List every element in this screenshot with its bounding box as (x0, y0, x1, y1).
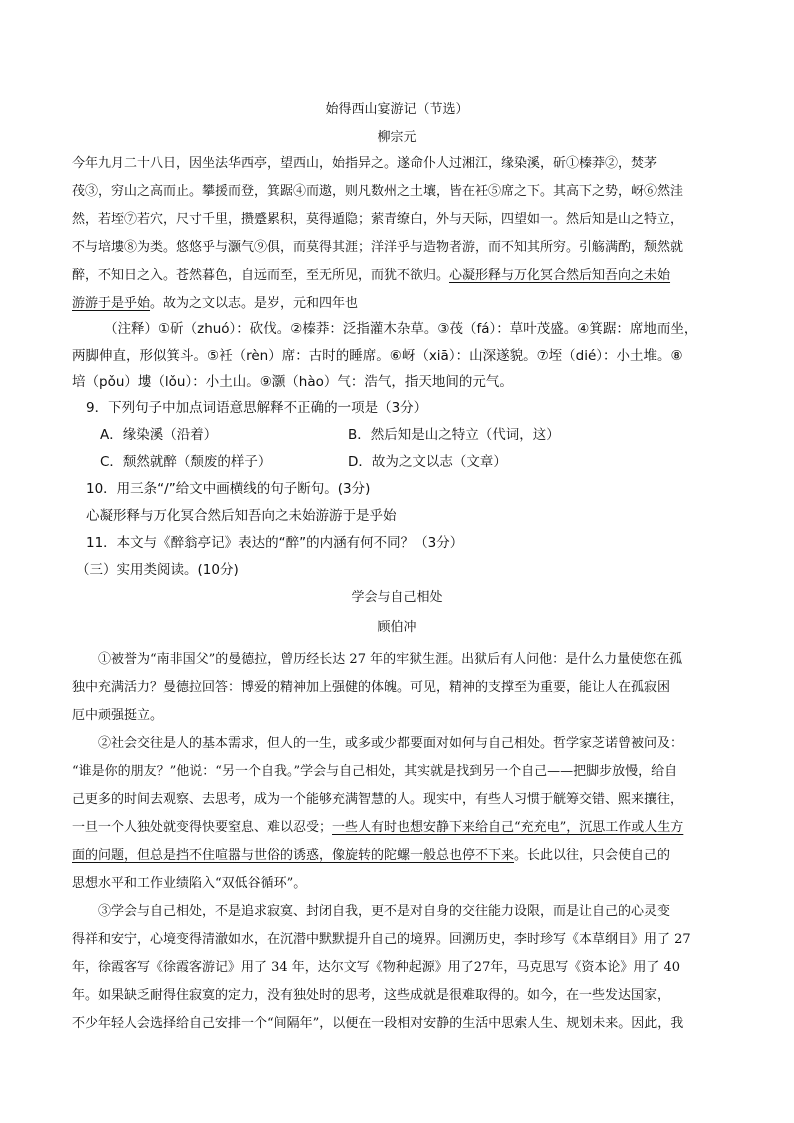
passage-line: 不与培塿⑧为类。悠悠乎与灏气⑨俱，而莫得其涯；洋洋乎与造物者游，而不知其所穷。引觞满酌，颓然就 (72, 240, 684, 255)
article-title: 学会与自己相处 (351, 590, 443, 605)
article-line: 己更多的时间去观察、去思考，成为一个能够充满智慧的人。现实中，有些人习惯于觥筹交错、熙来攘往， (72, 792, 684, 807)
passage-line-with-underline (72, 264, 670, 283)
article-line: ①被誉为“南非国父”的曼德拉，曾历经长达 27 年的牢狱生涯。出狱后有人问他：是什么力量使您在孤 (98, 652, 683, 667)
article-line: 得祥和安宁，心境变得清澈如水，在沉潜中默默提升自己的境界。回溯历史，李时珍写《本草纲目》用了 27 (72, 932, 691, 947)
passage-line: 然，若垤⑦若穴，尺寸千里，攒蹙累积，莫得遁隐；萦青缭白，外与天际，四望如一。然后知是山之特立， (72, 212, 684, 227)
underlined-sentence-end: 面的问题，但总是挡不住喧嚣与世俗的诱惑，像旋转的陀螺一般总也停不下来 (72, 848, 515, 863)
q9-option-c: C．颓然就醉（颓废的样子） (100, 454, 272, 470)
section-heading: （三）实用类阅读。(10分) (76, 562, 239, 578)
article-line: 不少年轻人会选择给自己安排一个“间隔年”，以便在一段相对安静的生活中思索人生、规划未来。因此，我 (72, 1016, 684, 1031)
passage-tail: 。故为之文以志。是岁，元和四年也 (150, 296, 359, 311)
notes-line: 两脚伸直，形似箕斗。⑤衽（rèn）席：古时的睡席。⑥岈（xiā）：山深遂貌。⑦垤（dié）：小土堆。⑧ (72, 348, 683, 364)
article-author: 顾伯冲 (377, 620, 417, 635)
article-text: 。长此以往，只会使自己的 (514, 848, 671, 863)
passage-title: 始得西山宴游记（节选） (325, 102, 469, 117)
passage-line: 茷③，穷山之高而止。攀援而登，箕踞④而遨，则凡数州之土壤，皆在衽⑤席之下。其高下之势，岈⑥然洼 (72, 184, 684, 199)
passage-line-with-underline (72, 292, 358, 311)
passage-line-text: 醉，不知日之入。苍然暮色，自远而至，至无所见，而犹不欲归。 (72, 268, 450, 283)
passage-line: 今年九月二十八日，因坐法华西亭，望西山，始指异之。遂命仆人过湘江，缘染溪，斫①榛莽②，焚茅 (72, 156, 658, 171)
underlined-sentence: 一些人有时也想安静下来给自己“充充电”，沉思工作或人生方 (332, 820, 684, 835)
article-line: “谁是你的朋友？”他说：“另一个自我。”学会与自己相处，其实就是找到另一个自己——把脚步放慢，给自 (72, 764, 678, 779)
passage-author: 柳宗元 (377, 130, 417, 145)
underlined-sentence: 心凝形释与万化冥合然后知吾向之未始 (449, 268, 671, 283)
q9-option-d: D．故为之文以志（文章） (348, 454, 507, 470)
notes-line: 培（pǒu）塿（lǒu）：小土山。⑨灏（hào）气：浩气，指天地间的元气。 (72, 374, 513, 390)
article-line: 厄中顽强挺立。 (72, 708, 164, 723)
article-line: 思想水平和工作业绩陷入“双低谷循环”。 (72, 876, 307, 891)
article-line-with-underline (72, 844, 670, 863)
article-text: 一旦一个人独处就变得快要窒息、难以忍受； (72, 820, 333, 835)
q9-option-a: A．缘染溪（沿着） (100, 427, 218, 443)
notes-line: （注释）①斫（zhuó）：砍伐。②榛莽：泛指灌木杂草。③茷（fá）：草叶茂盛。④箕踞：席地而坐， (104, 321, 698, 337)
underlined-sentence-end: 游游于是乎始 (72, 296, 151, 311)
article-line: 独中充满活力？曼德拉回答：博爱的精神加上强健的体魄。可见，精神的支撑至为重要，能让人在孤寂困 (72, 680, 671, 695)
article-line: ②社会交往是人的基本需求，但人的一生，或多或少都要面对如何与自己相处。哲学家芝诺曾被问及： (98, 736, 684, 751)
article-line: 年，徐霞客写《徐霞客游记》用了 34 年，达尔文写《物种起源》用了27年，马克思写《资本论》用了 40 (72, 960, 681, 975)
question-10: 10．用三条“/”给文中画横线的句子断句。(3分) (86, 481, 371, 497)
article-line: 年。如果缺乏耐得住寂寞的定力，没有独处时的思考，这些成就是很难取得的。如今，在一些发达国家， (72, 988, 671, 1003)
q9-option-b: B．然后知是山之特立（代词，这） (348, 427, 560, 443)
question-10-text: 心凝形释与万化冥合然后知吾向之未始游游于是乎始 (86, 508, 397, 524)
article-line: ③学会与自己相处，不是追求寂寞、封闭自我，更不是对自身的交往能力设限，而是让自己的心灵变 (98, 904, 671, 919)
question-11: 11．本文与《醉翁亭记》表达的“醉”的内涵有何不同？（3分） (86, 535, 464, 551)
question-9: 9．下列句子中加点词语意思解释不正确的一项是（3分） (86, 400, 428, 416)
article-line-with-underline (72, 816, 683, 835)
